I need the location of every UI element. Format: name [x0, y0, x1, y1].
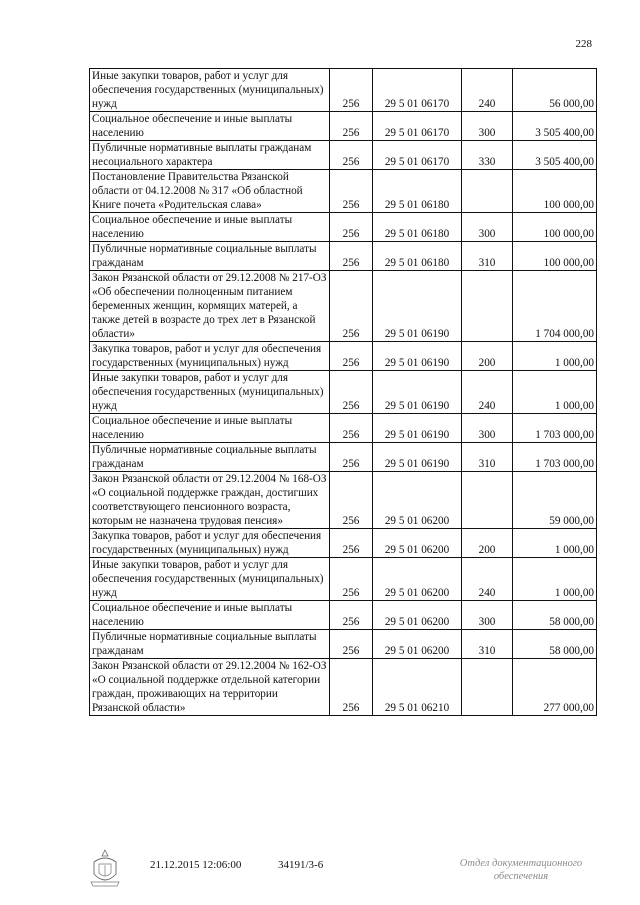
row-org-cell: 256	[330, 472, 373, 529]
row-code-cell: 29 5 01 06200	[373, 472, 462, 529]
row-org-cell: 256	[330, 213, 373, 242]
row-code-cell: 29 5 01 06180	[373, 170, 462, 213]
row-code-cell: 29 5 01 06200	[373, 558, 462, 601]
row-name-cell: Закупка товаров, работ и услуг для обеспечения государственных (муниципальных) нужд	[90, 342, 330, 371]
table-row	[90, 371, 597, 414]
stamp-line-1: Отдел документационного	[459, 858, 583, 869]
row-org-cell: 256	[330, 242, 373, 271]
row-sum-cell: 1 704 000,00	[513, 271, 597, 342]
row-type-cell: 310	[462, 630, 513, 659]
row-name-cell: Закон Рязанской области от 29.12.2004 № 168-ОЗ «О социальной поддержке граждан, достигших соответствующего пенсионного возраста, которым не назначена трудовая пенсия»	[90, 472, 330, 529]
row-type-cell	[462, 170, 513, 213]
table-row	[90, 630, 597, 659]
row-name-cell: Закон Рязанской области от 29.12.2008 № 217-ОЗ «Об обеспечении полноценным питанием беременных женщин, кормящих матерей, а также детей в возрасте до трех лет в Рязанской области»	[90, 271, 330, 342]
row-type-cell: 200	[462, 342, 513, 371]
row-name-cell: Иные закупки товаров, работ и услуг для обеспечения государственных (муниципальных) нужд	[90, 69, 330, 112]
footer-document-number: 34191/3-6	[278, 859, 324, 871]
row-name-cell: Закупка товаров, работ и услуг для обеспечения государственных (муниципальных) нужд	[90, 529, 330, 558]
row-type-cell: 200	[462, 529, 513, 558]
row-code-cell: 29 5 01 06200	[373, 630, 462, 659]
row-org-cell: 256	[330, 170, 373, 213]
page-number: 228	[575, 38, 592, 50]
row-sum-cell: 1 703 000,00	[513, 443, 597, 472]
row-org-cell: 256	[330, 558, 373, 601]
row-sum-cell: 1 000,00	[513, 342, 597, 371]
row-name-cell: Иные закупки товаров, работ и услуг для обеспечения государственных (муниципальных) нужд	[90, 558, 330, 601]
row-type-cell: 310	[462, 443, 513, 472]
budget-table-body	[90, 69, 597, 716]
row-type-cell: 240	[462, 69, 513, 112]
row-name-cell: Публичные нормативные социальные выплаты гражданам	[90, 443, 330, 472]
table-row	[90, 141, 597, 170]
row-org-cell: 256	[330, 659, 373, 716]
row-type-cell	[462, 472, 513, 529]
row-name-cell: Социальное обеспечение и иные выплаты населению	[90, 601, 330, 630]
row-name-cell: Иные закупки товаров, работ и услуг для обеспечения государственных (муниципальных) нужд	[90, 371, 330, 414]
row-type-cell: 300	[462, 601, 513, 630]
row-sum-cell: 3 505 400,00	[513, 112, 597, 141]
table-row	[90, 213, 597, 242]
row-org-cell: 256	[330, 529, 373, 558]
row-code-cell: 29 5 01 06180	[373, 213, 462, 242]
row-org-cell: 256	[330, 112, 373, 141]
row-org-cell: 256	[330, 601, 373, 630]
row-type-cell	[462, 659, 513, 716]
row-code-cell: 29 5 01 06190	[373, 271, 462, 342]
row-org-cell: 256	[330, 371, 373, 414]
table-row	[90, 414, 597, 443]
table-row	[90, 472, 597, 529]
row-type-cell: 300	[462, 112, 513, 141]
row-type-cell: 240	[462, 558, 513, 601]
row-name-cell: Публичные нормативные выплаты гражданам несоциального характера	[90, 141, 330, 170]
row-name-cell: Социальное обеспечение и иные выплаты населению	[90, 414, 330, 443]
row-org-cell: 256	[330, 271, 373, 342]
row-name-cell: Публичные нормативные социальные выплаты гражданам	[90, 630, 330, 659]
row-code-cell: 29 5 01 06190	[373, 414, 462, 443]
table-row	[90, 112, 597, 141]
table-row	[90, 443, 597, 472]
row-sum-cell: 58 000,00	[513, 601, 597, 630]
row-sum-cell: 1 000,00	[513, 371, 597, 414]
row-code-cell: 29 5 01 06170	[373, 69, 462, 112]
row-type-cell: 300	[462, 414, 513, 443]
row-sum-cell: 59 000,00	[513, 472, 597, 529]
row-sum-cell: 1 000,00	[513, 558, 597, 601]
table-row	[90, 242, 597, 271]
row-code-cell: 29 5 01 06180	[373, 242, 462, 271]
row-org-cell: 256	[330, 69, 373, 112]
department-stamp	[436, 857, 606, 883]
row-type-cell: 300	[462, 213, 513, 242]
row-sum-cell: 1 703 000,00	[513, 414, 597, 443]
table-row	[90, 601, 597, 630]
row-org-cell: 256	[330, 414, 373, 443]
row-name-cell: Постановление Правительства Рязанской области от 04.12.2008 № 317 «Об областной Книге почета «Родительская слава»	[90, 170, 330, 213]
row-sum-cell: 3 505 400,00	[513, 141, 597, 170]
row-org-cell: 256	[330, 443, 373, 472]
row-sum-cell: 100 000,00	[513, 213, 597, 242]
footer-datetime: 21.12.2015 12:06:00	[150, 859, 242, 871]
row-org-cell: 256	[330, 342, 373, 371]
row-code-cell: 29 5 01 06190	[373, 443, 462, 472]
row-type-cell: 240	[462, 371, 513, 414]
row-org-cell: 256	[330, 141, 373, 170]
row-sum-cell: 1 000,00	[513, 529, 597, 558]
row-sum-cell: 56 000,00	[513, 69, 597, 112]
row-sum-cell: 277 000,00	[513, 659, 597, 716]
table-row	[90, 69, 597, 112]
row-code-cell: 29 5 01 06190	[373, 342, 462, 371]
row-code-cell: 29 5 01 06200	[373, 601, 462, 630]
table-row	[90, 659, 597, 716]
row-code-cell: 29 5 01 06200	[373, 529, 462, 558]
table-row	[90, 558, 597, 601]
row-sum-cell: 58 000,00	[513, 630, 597, 659]
row-org-cell: 256	[330, 630, 373, 659]
table-row	[90, 529, 597, 558]
row-name-cell: Социальное обеспечение и иные выплаты населению	[90, 112, 330, 141]
table-row	[90, 271, 597, 342]
row-code-cell: 29 5 01 06190	[373, 371, 462, 414]
budget-table	[89, 68, 597, 716]
row-code-cell: 29 5 01 06170	[373, 141, 462, 170]
row-code-cell: 29 5 01 06170	[373, 112, 462, 141]
row-sum-cell: 100 000,00	[513, 170, 597, 213]
row-name-cell: Социальное обеспечение и иные выплаты населению	[90, 213, 330, 242]
row-sum-cell: 100 000,00	[513, 242, 597, 271]
page-footer	[0, 857, 640, 897]
row-code-cell: 29 5 01 06210	[373, 659, 462, 716]
row-type-cell: 330	[462, 141, 513, 170]
row-type-cell: 310	[462, 242, 513, 271]
table-row	[90, 342, 597, 371]
row-name-cell: Закон Рязанской области от 29.12.2004 № 162-ОЗ «О социальной поддержке отдельной категории граждан, проживающих на территории Рязанской области»	[90, 659, 330, 716]
stamp-line-2: обеспечения	[493, 871, 549, 882]
row-type-cell	[462, 271, 513, 342]
row-name-cell: Публичные нормативные социальные выплаты гражданам	[90, 242, 330, 271]
table-row	[90, 170, 597, 213]
